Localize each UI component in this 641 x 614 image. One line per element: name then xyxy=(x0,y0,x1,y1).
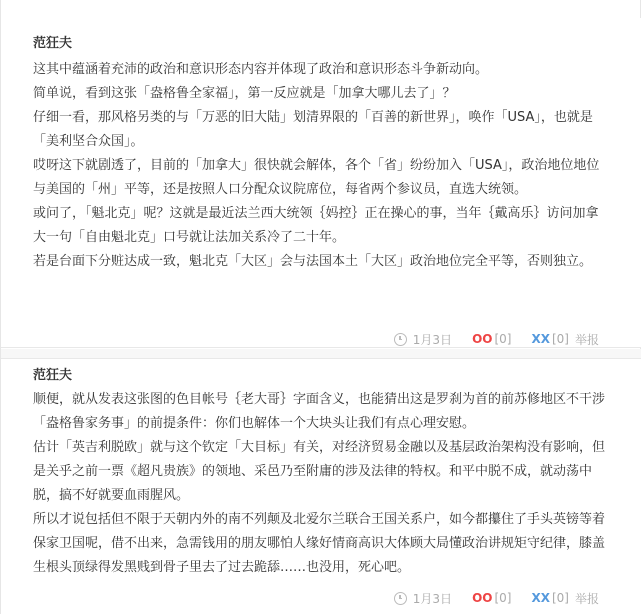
comment-date[interactable]: 1月3日 xyxy=(412,591,453,606)
comment-meta xyxy=(394,588,599,608)
comment-author[interactable]: 范狂夫 xyxy=(33,368,73,383)
comment-paragraph: 顺便，就从发表这张图的色目帐号｛老大哥｝字面含义，也能猜出这是罗刹为首的前苏修地区不干涉「盎格鲁家务事」的前提条件：你们也解体一个大块头让我们有点心理安慰。 xyxy=(33,392,606,431)
xx-label: XX xyxy=(531,591,550,605)
comment-meta xyxy=(394,329,599,349)
comment-paragraph: 所以才说包括但不限于天朝内外的南不列颠及北爱尔兰联合王国关系户，如今都攥住了手头英镑等着保家卫国呢，借不出来，急需钱用的朋友哪怕人缘好情商高识大体顾大局懂政治讲规矩守纪律，膝盖生根头顶绿得发黑贱到骨子里去了过去跪舔……也没用，死心吧。 xyxy=(33,512,606,575)
report-link[interactable]: 举报 xyxy=(574,591,599,606)
xx-label: XX xyxy=(531,332,550,346)
comment-paragraph: 这其中蕴涵着充沛的政治和意识形态内容并体现了政治和意识形态斗争新动向。 xyxy=(33,62,489,77)
comment-paragraph: 仔细一看，那风格另类的与「万恶的旧大陆」划清界限的「百善的新世界」，唤作「USA」，也就是「美利坚合众国」。 xyxy=(33,110,593,149)
clock-icon xyxy=(394,592,407,605)
comment-paragraph: 简单说，看到这张「盎格鲁全家福」，第一反应就是「加拿大哪儿去了」？ xyxy=(33,86,456,101)
comment-paragraph: 若是台面下分赃达成一致，魁北克「大区」会与法国本土「大区」政治地位完全平等，否则独立。 xyxy=(33,254,593,269)
comment-author[interactable]: 范狂夫 xyxy=(33,36,73,51)
comment-item xyxy=(1,18,641,348)
clock-icon xyxy=(394,333,407,346)
oo-vote-button[interactable] xyxy=(472,332,511,346)
comment-body xyxy=(33,388,608,580)
oo-count: [0] xyxy=(494,332,512,346)
oo-count: [0] xyxy=(494,591,512,605)
oo-label: OO xyxy=(472,332,493,346)
xx-count: [0] xyxy=(551,332,569,346)
xx-vote-button[interactable] xyxy=(531,591,569,605)
comment-paragraph: 或问了，「魁北克」呢？这就是最近法兰西大统领｛妈控｝正在操心的事，当年｛戴高乐｝访问加拿大一句「自由魁北克」口号就让法加关系冷了二十年。 xyxy=(33,206,599,245)
xx-count: [0] xyxy=(551,591,569,605)
comment-item xyxy=(1,358,641,614)
comment-body xyxy=(33,58,608,274)
comment-paragraph: 哎呀这下就剧透了，目前的「加拿大」很快就会解体，各个「省」纷纷加入「USA」，政治地位地位与美国的「州」平等，还是按照人口分配众议院席位，每省两个参议员，直选大统领。 xyxy=(33,158,600,197)
report-link[interactable]: 举报 xyxy=(574,332,599,347)
comment-paragraph: 估计「英吉利脱欧」就与这个钦定「大目标」有关，对经济贸易金融以及基层政治架构没有影响，但是关乎之前一票《超凡贵族》的领地、采邑乃至附庸的涉及法律的特权。和平中脱不成，就动荡中脱，搞不好就要血雨腥风。 xyxy=(33,440,606,503)
oo-vote-button[interactable] xyxy=(472,591,511,605)
oo-label: OO xyxy=(472,591,493,605)
comment-divider xyxy=(1,349,641,358)
comment-date[interactable]: 1月3日 xyxy=(412,332,453,347)
xx-vote-button[interactable] xyxy=(531,332,569,346)
